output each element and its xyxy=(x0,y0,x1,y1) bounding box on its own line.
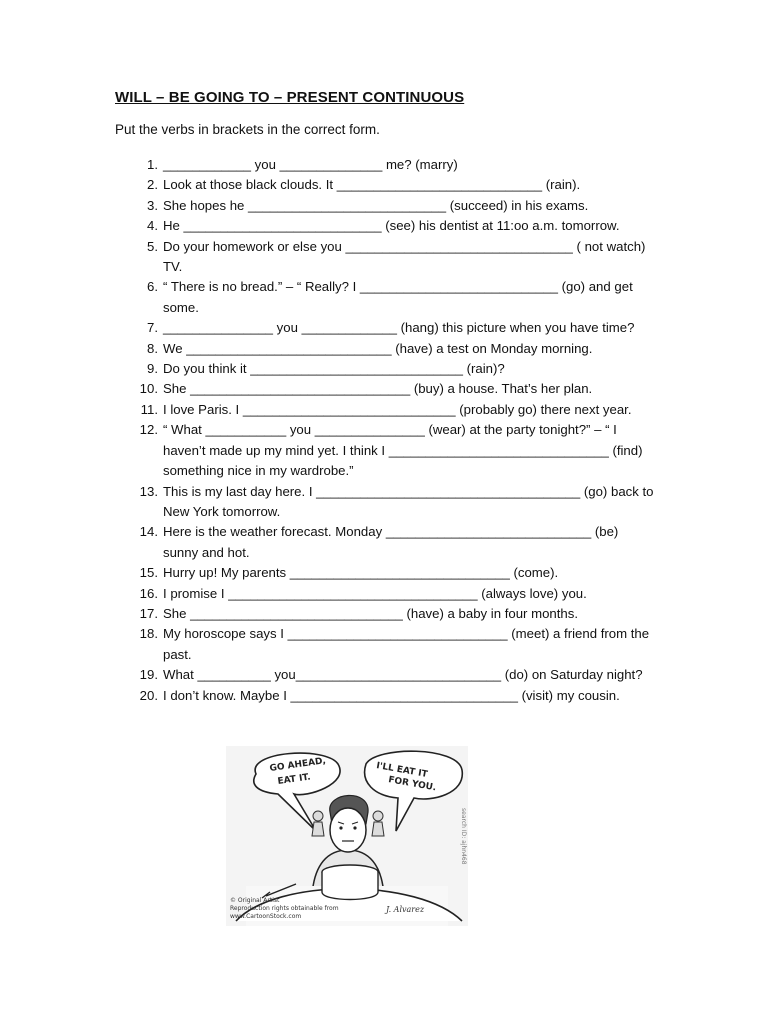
exercise-item xyxy=(134,420,654,481)
exercise-number: 9 . xyxy=(134,359,158,379)
bubble-right-line-1: I'LL EAT IT xyxy=(375,761,429,780)
bubble-left-line-1: GO AHEAD, xyxy=(269,756,327,774)
exercise-number: 2 . xyxy=(134,175,158,195)
exercise-text: This is my last day here. I ____________________________________ (go) back to New York tomorrow. xyxy=(163,483,654,519)
exercise-text: Do you think it _____________________________ (rain)? xyxy=(163,361,505,377)
exercise-text: “ There is no bread.” – “ Really? I ___________________________ (go) and get some. xyxy=(163,279,633,315)
cartoon-side-text: search ID: ajhn468 xyxy=(460,808,467,865)
exercise-text: I promise I __________________________________ (always love) you. xyxy=(163,585,587,601)
exercise-number: 16 . xyxy=(134,584,158,604)
cartoon-signature: J. Alvarez xyxy=(386,905,425,914)
cartoon-credit-2: Reproduction rights obtainable from xyxy=(230,905,339,912)
exercise-item xyxy=(134,155,654,175)
exercise-text: I don’t know. Maybe I _______________________________ (visit) my cousin. xyxy=(163,687,620,703)
exercise-number: 13 . xyxy=(134,482,158,502)
exercise-item xyxy=(134,563,654,583)
exercise-number: 5 . xyxy=(134,237,158,257)
exercise-item xyxy=(134,196,654,216)
exercise-number: 18 . xyxy=(134,624,158,644)
exercise-text: _______________ you _____________ (hang) this picture when you have time? xyxy=(163,320,635,336)
exercise-text: She _____________________________ (have) a baby in four months. xyxy=(163,605,579,621)
exercise-text: Hurry up! My parents ______________________________ (come). xyxy=(163,565,559,581)
exercise-item xyxy=(134,686,654,706)
exercise-item xyxy=(134,318,654,338)
exercise-item xyxy=(134,400,654,420)
bubble-right-line-2: FOR YOU. xyxy=(387,775,437,794)
exercise-item xyxy=(134,359,654,379)
exercise-text: ____________ you ______________ me? (marry) xyxy=(163,157,458,172)
exercise-item xyxy=(134,624,654,665)
exercise-text: Do your homework or else you _______________________________ ( not watch) TV. xyxy=(163,238,646,275)
exercise-number: 11 . xyxy=(134,400,158,420)
exercise-item xyxy=(134,522,654,563)
exercise-text: She ______________________________ (buy) a house. That’s her plan. xyxy=(163,381,593,397)
exercise-number: 15 . xyxy=(134,563,158,583)
exercise-number: 8 . xyxy=(134,339,158,359)
exercise-number: 6 . xyxy=(134,277,158,297)
exercise-number: 7 . xyxy=(134,318,158,338)
exercise-text: What __________ you____________________________ (do) on Saturday night? xyxy=(163,667,643,683)
exercise-text: He ___________________________ (see) his dentist at 11:oo a.m. tomorrow. xyxy=(163,218,620,234)
cartoon-illustration xyxy=(226,746,468,926)
exercise-number: 4 . xyxy=(134,216,158,236)
cartoon-credit-3: www.CartoonStock.com xyxy=(230,913,302,920)
cake-icon xyxy=(322,865,378,900)
exercise-item xyxy=(134,277,654,318)
cartoon-credit-1: © Original Artist xyxy=(230,897,280,904)
worksheet-title: WILL – BE GOING TO – PRESENT CONTINUOUS xyxy=(115,89,465,106)
exercise-text: Here is the weather forecast. Monday ____________________________ (be) sunny and hot. xyxy=(163,524,619,560)
exercise-text: I love Paris. I _____________________________ (probably go) there next year. xyxy=(163,401,632,417)
exercise-list xyxy=(134,155,654,706)
exercise-item xyxy=(134,237,654,278)
exercise-number: 14 . xyxy=(134,522,158,542)
exercise-number: 12 . xyxy=(134,420,158,440)
exercise-text: We ____________________________ (have) a test on Monday morning. xyxy=(163,340,593,356)
exercise-number: 3 . xyxy=(134,196,158,216)
exercise-number: 20 . xyxy=(134,686,158,706)
cartoon-drawing xyxy=(226,746,468,926)
exercise-number: 17 . xyxy=(134,604,158,624)
exercise-text: My horoscope says I ______________________________ (meet) a friend from the past. xyxy=(163,626,650,662)
exercise-text: Look at those black clouds. It ____________________________ (rain). xyxy=(163,177,581,193)
exercise-item xyxy=(134,175,654,195)
exercise-item xyxy=(134,339,654,359)
exercise-item xyxy=(134,604,654,624)
exercise-number: 19 . xyxy=(134,665,158,685)
exercise-item xyxy=(134,584,654,604)
instruction-text: Put the verbs in brackets in the correct form. xyxy=(115,122,380,137)
exercise-item xyxy=(134,379,654,399)
exercise-item xyxy=(134,482,654,523)
exercise-number: 10 . xyxy=(134,379,158,399)
exercise-text: She hopes he ___________________________ (succeed) in his exams. xyxy=(163,197,589,213)
exercise-text: “ What ___________ you _______________ (wear) at the party tonight?” – “ I haven’t made up my mind yet. I think I ______________________________ (find) something nice in my wardrobe.” xyxy=(163,422,643,479)
exercise-item xyxy=(134,216,654,236)
bubble-left-line-2: EAT IT. xyxy=(277,772,312,787)
exercise-item xyxy=(134,665,654,685)
exercise-number: 1 . xyxy=(134,155,158,175)
